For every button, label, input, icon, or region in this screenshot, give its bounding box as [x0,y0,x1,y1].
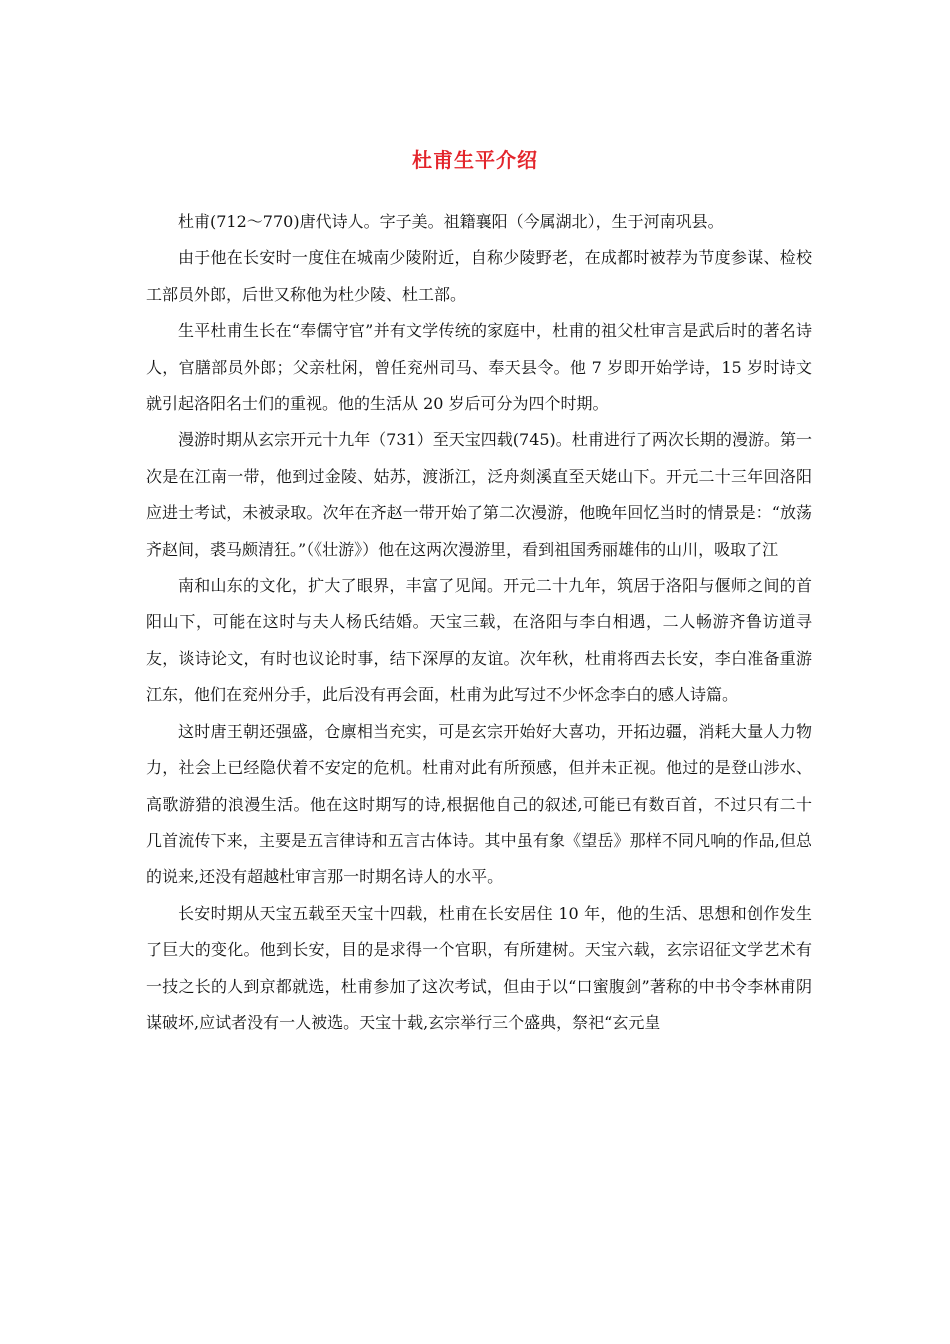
paragraph-travel-period: 漫游时期从玄宗开元十九年（731）至天宝四载(745)。杜甫进行了两次长期的漫游。第一次是在江南一带，他到过金陵、姑苏，渡浙江，泛舟剡溪直至天姥山下。开元二十三年回洛阳应进士考试，未被录取。次年在齐赵一带开始了第二次漫游，他晚年回忆当时的情景是：“放荡齐赵间，裘马颇清狂。”（《壮游》）他在这两次漫游里，看到祖国秀丽雄伟的山川，吸取了江 [146,430,812,559]
document-body [146,204,812,1041]
paragraph-names: 由于他在长安时一度住在城南少陵附近，自称少陵野老，在成都时被荐为节度参谋、检校工部员外郎，后世又称他为杜少陵、杜工部。 [146,248,812,304]
document-title: 杜甫生平介绍 [412,148,538,172]
paragraph-li-bai: 南和山东的文化，扩大了眼界，丰富了见闻。开元二十九年，筑居于洛阳与偃师之间的首阳山下，可能在这时与夫人杨氏结婚。天宝三载，在洛阳与李白相遇，二人畅游齐鲁访道寻友，谈诗论文，有时也议论时事，结下深厚的友谊。次年秋，杜甫将西去长安，李白准备重游江东，他们在兖州分手，此后没有再会面，杜甫为此写过不少怀念李白的感人诗篇。 [146,576,812,705]
paragraph-tang-dynasty: 这时唐王朝还强盛，仓廪相当充实，可是玄宗开始好大喜功，开拓边疆，消耗大量人力物力，社会上已经隐伏着不安定的危机。杜甫对此有所预感，但并未正视。他过的是登山涉水、高歌游猎的浪漫生活。他在这时期写的诗,根据他自己的叙述,可能已有数百首，不过只有二十几首流传下来，主要是五言律诗和五言古体诗。其中虽有象《望岳》那样不同凡响的作品,但总的说来,还没有超越杜审言那一时期名诗人的水平。 [146,721,812,887]
paragraph-family: 生平杜甫生长在“奉儒守官”并有文学传统的家庭中，杜甫的祖父杜审言是武后时的著名诗人，官膳部员外郎；父亲杜闲，曾任兖州司马、奉天县令。他 7 岁即开始学诗，15 岁时诗文就引起洛阳名士们的重视。他的生活从 20 岁后可分为四个时期。 [146,321,812,414]
paragraph-intro: 杜甫(712～770)唐代诗人。字子美。祖籍襄阳（今属湖北），生于河南巩县。 [178,212,724,231]
paragraph-changan-period: 长安时期从天宝五载至天宝十四载，杜甫在长安居住 10 年，他的生活、思想和创作发生了巨大的变化。他到长安，目的是求得一个官职，有所建树。天宝六载，玄宗诏征文学艺术有一技之长的人到京都就选，杜甫参加了这次考试，但由于以“口蜜腹剑”著称的中书令李林甫阴谋破坏,应试者没有一人被选。天宝十载,玄宗举行三个盛典，祭祀“玄元皇 [146,903,812,1032]
